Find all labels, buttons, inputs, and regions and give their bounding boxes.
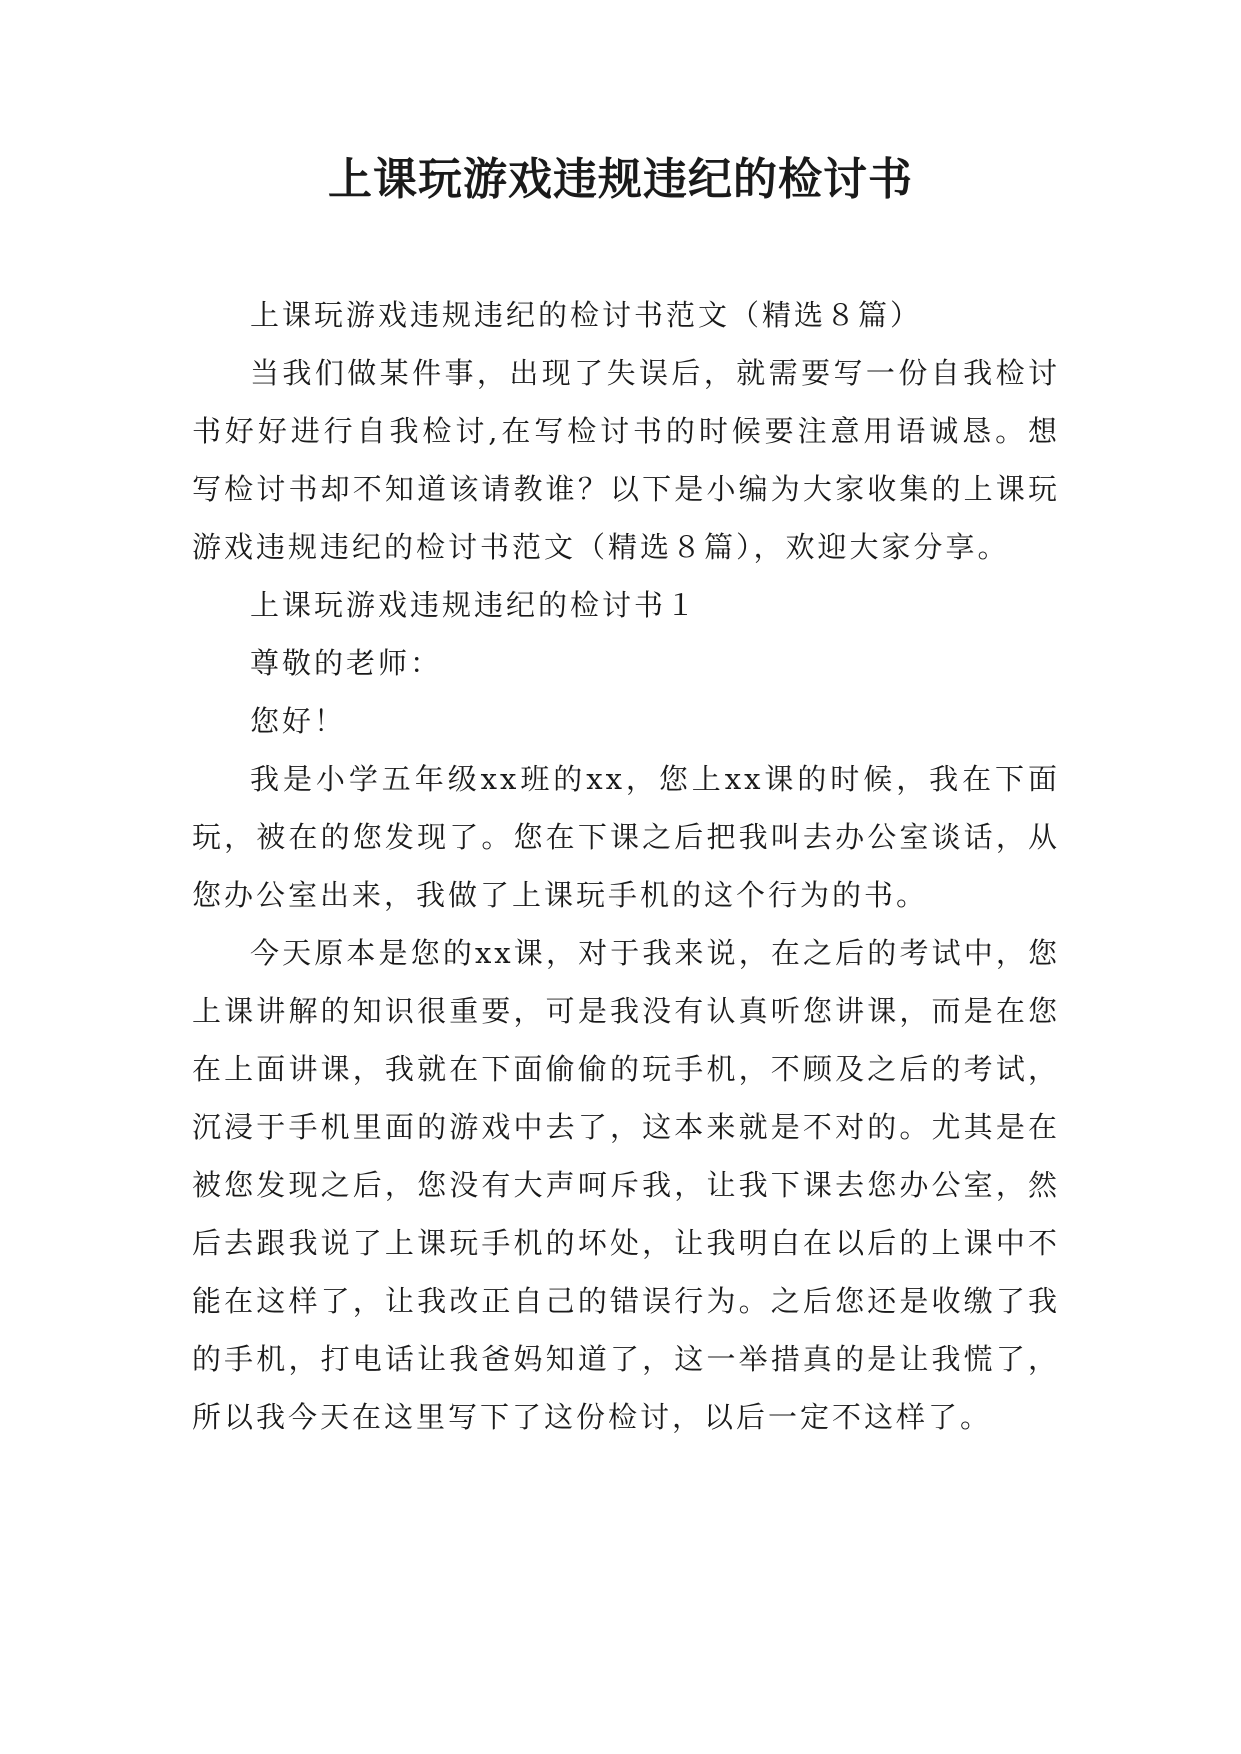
paragraph-greeting: 您好！ [250,704,347,738]
document-title: 上课玩游戏违规违纪的检讨书 [328,154,913,205]
document-body [192,286,1060,1446]
paragraph-body-1: 我是小学五年级xx班的xx，您上xx课的时候，我在下面玩，被在的您发现了。您在下课之后把我叫去办公室谈话，从您办公室出来，我做了上课玩手机的这个行为的书。 [192,762,1060,912]
paragraph-intro: 当我们做某件事，出现了失误后，就需要写一份自我检讨书好好进行自我检讨,在写检讨书的时候要注意用语诚恳。想写检讨书却不知道该请教谁？以下是小编为大家收集的上课玩游戏违规违纪的检讨书范文（精选８篇），欢迎大家分享。 [192,356,1060,564]
paragraph-body-2: 今天原本是您的xx课，对于我来说，在之后的考试中，您上课讲解的知识很重要，可是我没有认真听您讲课，而是在您在上面讲课，我就在下面偷偷的玩手机，不顾及之后的考试，沉浸于手机里面的游戏中去了，这本来就是不对的。尤其是在被您发现之后，您没有大声呵斥我，让我下课去您办公室，然后去跟我说了上课玩手机的坏处，让我明白在以后的上课中不能在这样了，让我改正自己的错误行为。之后您还是收缴了我的手机，打电话让我爸妈知道了，这一举措真的是让我慌了，所以我今天在这里写下了这份检讨，以后一定不这样了。 [192,936,1060,1434]
paragraph-salutation: 尊敬的老师： [250,646,443,680]
paragraph-section-heading: 上课玩游戏违规违纪的检讨书１ [250,588,699,622]
paragraph-subtitle: 上课玩游戏违规违纪的检讨书范文（精选８篇） [250,298,923,332]
